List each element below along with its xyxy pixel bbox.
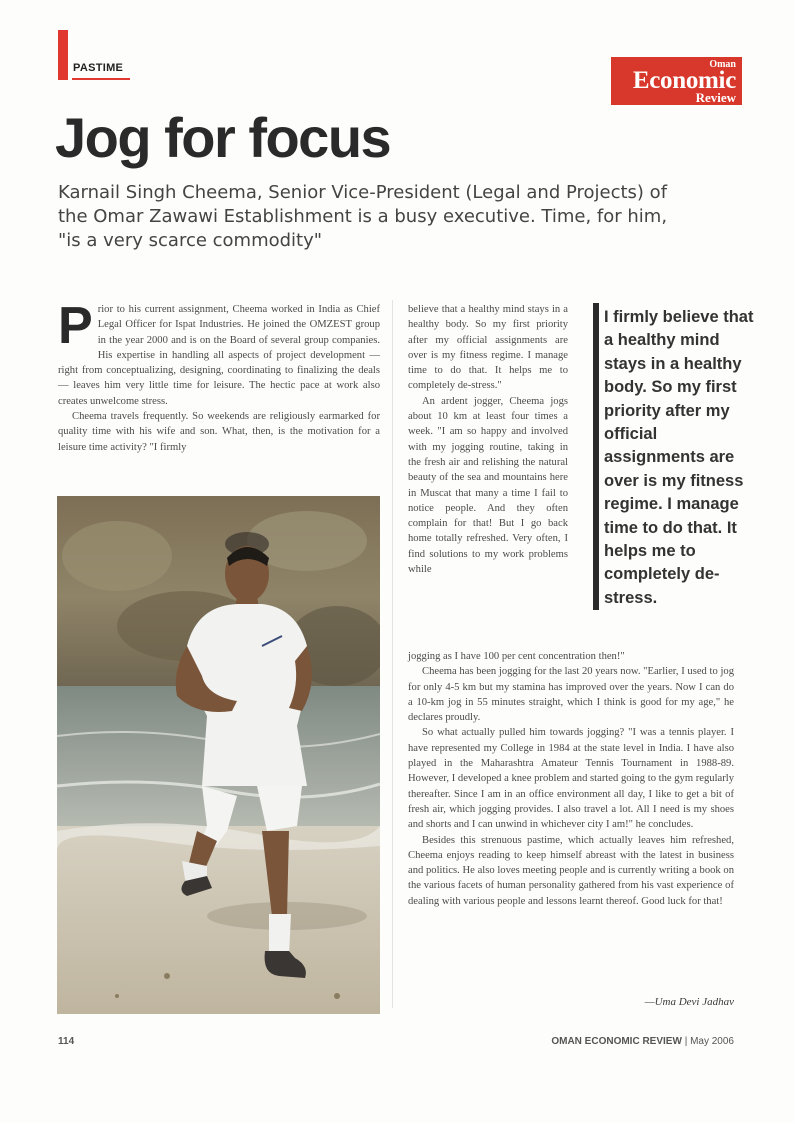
footer-publication <box>551 1036 734 1047</box>
paragraph: believe that a healthy mind stays in a healthy body. So my first priority after my official assignments are over is my fitness regime. I manage time to do that. It helps me to completely de-stress." <box>408 304 568 392</box>
magazine-logo <box>611 57 742 105</box>
logo-line-economic: Economic <box>632 67 736 94</box>
author-byline: —Uma Devi Jadhav <box>644 996 734 1008</box>
paragraph: An ardent jogger, Cheema jogs about 10 km at least four times a week. "I am so happy and involved with my jogging routine, taking in the fresh air and relishing the natural beauty of the sea and mountains here in Muscat that many a time I fail to notice people. And they often complain for that! But I go back home totally refreshed. Very often, I find solutions to my work problems while <box>408 395 568 576</box>
middle-column-text <box>408 302 568 577</box>
article-headline: Jog for focus <box>55 106 391 169</box>
jogger-photo <box>57 496 380 1014</box>
paragraph: Besides this strenuous pastime, which actually leaves him refreshed, Cheema enjoys reading to keep himself abreast with the latest in business and politics. He also loves meeting people and is currently writing a book on the various facets of human personality gathered from his vast experience of dealing with various people and lessons learnt thereof. Good luck for that! <box>408 834 734 907</box>
footer-separator: | <box>684 1036 691 1047</box>
paragraph: jogging as I have 100 per cent concentration then!" <box>408 651 625 662</box>
pull-quote: I firmly believe that a healthy mind stays in a healthy body. So my first priority after my official assignments are over is my fitness regime. I manage time to do that. It helps me to completely de-stress. <box>604 308 754 607</box>
paragraph: Cheema has been jogging for the last 20 years now. "Earlier, I used to jog for only 4-5 km but my stamina has improved over the years. Now I can do a 10-km jog in 55 minutes straight, which I think is good for my age," he declares proudly. <box>408 666 734 724</box>
page-number: 114 <box>58 1036 75 1047</box>
paragraph: Cheema travels frequently. So weekends are religiously earmarked for quality time with his wife and son. What, then, is the motivation for a leisure time activity? "I firmly <box>58 411 380 453</box>
paragraph: rior to his current assignment, Cheema worked in India as Chief Legal Officer for Ispat Industries. He joined the OMZEST group in the year 2000 and is on the Board of several group companies. His expertise in handling all aspects of project development — right from conceptualizing, designing, coordinating to finalizing the deals — leaves him very little time for leisure. The hectic pace at work also creates unwelcome stress. <box>58 304 380 407</box>
footer-publication-name: OMAN ECONOMIC REVIEW <box>551 1036 682 1047</box>
pull-quote-bar <box>593 303 599 610</box>
right-column-text <box>408 649 734 909</box>
left-column-text <box>58 297 380 455</box>
section-marker-bar <box>58 30 68 80</box>
paragraph: So what actually pulled him towards jogging? "I was a tennis player. I have represented my College in 1984 at the state level in India. I have also played in the Maharashtra Amateur Tennis Tournament in 1988-89. However, I developed a knee problem and started going to the gym regularly thereafter. Since I am in an office environment all day, I like to get a bit of fresh air, which jogging provides. I also travel a lot. All I need is my shoes and shorts and I can unwind in whichever city I am!" he concludes. <box>408 727 734 831</box>
drop-cap: P <box>58 297 93 355</box>
footer-issue-date: May 2006 <box>690 1036 734 1047</box>
logo-line-review: Review <box>695 90 736 105</box>
article-deck: Karnail Singh Cheema, Senior Vice-President (Legal and Projects) of the Omar Zawawi Establishment is a busy executive. Time, for him, "is a very scarce commodity" <box>58 182 668 251</box>
section-label: PASTIME <box>73 62 124 74</box>
logo-line-oman: Oman <box>709 59 736 70</box>
section-underline <box>72 78 130 80</box>
column-divider <box>392 300 393 1008</box>
